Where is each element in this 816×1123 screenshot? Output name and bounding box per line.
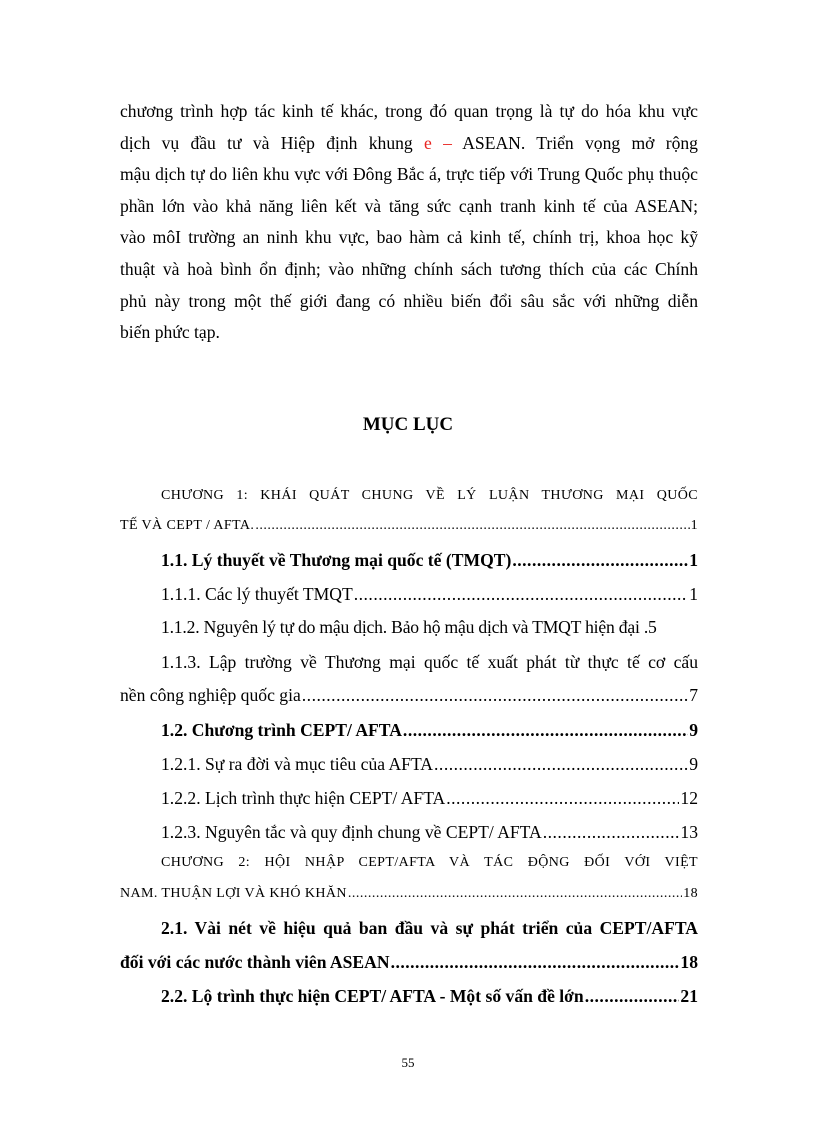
leader-dots [543,822,680,843]
toc-section-2-1-line1: 2.1. Vài nét về hiệu quả ban đầu và sự phát triển của CEPT/AFTA [161,918,698,938]
leader-dots [512,550,688,571]
intro-paragraph [120,96,698,349]
toc-section-1-1[interactable]: 1.1. Lý thuyết về Thương mại quốc tế (TMQT) ..... 1 [161,550,698,571]
toc-section-1-1-2[interactable]: 1.1.2. Nguyên lý tự do mậu dịch. Bảo hộ mậu dịch và TMQT hiện đại .5 [161,617,657,637]
leader-dots [255,518,689,534]
toc-section-1-2[interactable]: 1.2. Chương trình CEPT/ AFTA ..... 9 [161,720,698,741]
toc-page-number: 21 [680,986,698,1006]
toc-page-number: 7 [689,685,698,705]
toc-page-number: 1 [690,518,698,533]
toc-page-number: 18 [680,952,698,972]
toc-title: MỤC LỤC [362,414,454,435]
leader-dots [391,952,680,973]
toc-section-1-2-3[interactable]: 1.2.3. Nguyên tắc và quy định chung về CEPT/ AFTA ..... 13 [161,822,698,843]
toc-page-number: 13 [680,822,698,842]
page-number: 55 [401,1055,415,1070]
toc-chapter-1-line1: CHƯƠNG 1: KHÁI QUÁT CHUNG VỀ LÝ LUẬN THƯƠNG MẠI QUỐC [161,488,698,503]
paragraph-line: biến phức tạp. [120,322,220,343]
toc-chapter-2-line1: CHƯƠNG 2: HỘI NHẬP CEPT/AFTA VÀ TÁC ĐỘNG ĐỐI VỚI VIỆT [161,855,698,870]
leader-dots [585,986,680,1007]
toc-section-2-1[interactable] [161,918,698,939]
toc-section-1-1-3-line2[interactable]: nền công nghiệp quốc gia ..... 7 [120,685,698,706]
toc-chapter-2-line2[interactable]: NAM. THUẬN LỢI VÀ KHÓ KHĂN ..... 18 [120,886,698,902]
paragraph-line: chương trình hợp tác kinh tế khác, trong đó quan trọng là tự do hóa khu vực [120,101,698,121]
leader-dots [354,584,688,605]
leader-dots [348,886,682,902]
toc-section-1-2-1[interactable]: 1.2.1. Sự ra đời và mục tiêu của AFTA ..... 9 [161,754,698,775]
toc-chapter-2[interactable] [161,855,698,871]
toc-page-number: 1 [689,584,698,604]
paragraph-line: thuật và hoà bình ổn định; vào những chính sách tương thích của các Chính [120,258,698,279]
toc-page-number: 9 [689,720,698,740]
paragraph-line: vào môI trường an ninh khu vực, bao hàm cả kinh tế, chính trị, khoa học kỹ [120,227,698,248]
leader-dots [434,754,688,775]
paragraph-line: phần lớn vào khả năng liên kết và tăng sức cạnh tranh kinh tế của ASEAN; [120,195,698,216]
toc-section-1-2-2[interactable]: 1.2.2. Lịch trình thực hiện CEPT/ AFTA ..... 12 [161,788,698,809]
leader-dots [403,720,688,741]
toc-section-1-1-1[interactable]: 1.1.1. Các lý thuyết TMQT ..... 1 [161,584,698,605]
toc-page-number: 18 [683,886,698,901]
leader-dots [446,788,679,809]
paragraph-line: dịch vụ đầu tư và Hiệp định khung e – ASEAN. Triển vọng mở rộng [120,132,698,153]
accent-text: e – [424,132,452,153]
toc-section-1-1-3-line1: 1.1.3. Lập trường về Thương mại quốc tế xuất phát từ thực tế cơ cấu [161,652,698,672]
toc-chapter-1-line2[interactable]: TẾ VÀ CEPT / AFTA. ..... 1 [120,518,698,534]
paragraph-line: mậu dịch tự do liên khu vực với Đông Bắc á, trực tiếp với Trung Quốc phụ thuộc [120,164,698,185]
paragraph-line: phủ này trong một thế giới đang có nhiều biến đổi sâu sắc với những diễn [120,290,698,311]
toc-page-number: 12 [680,788,698,808]
leader-dots [302,685,688,706]
toc-page-number: 9 [689,754,698,774]
toc-page-number: 1 [689,550,698,570]
toc-chapter-1[interactable] [161,488,698,504]
toc-section-1-1-3[interactable] [161,652,698,673]
toc-section-2-2[interactable]: 2.2. Lộ trình thực hiện CEPT/ AFTA - Một số vấn đề lớn ..... 21 [161,986,698,1007]
toc-section-2-1-line2[interactable]: đối với các nước thành viên ASEAN ..... 18 [120,952,698,973]
